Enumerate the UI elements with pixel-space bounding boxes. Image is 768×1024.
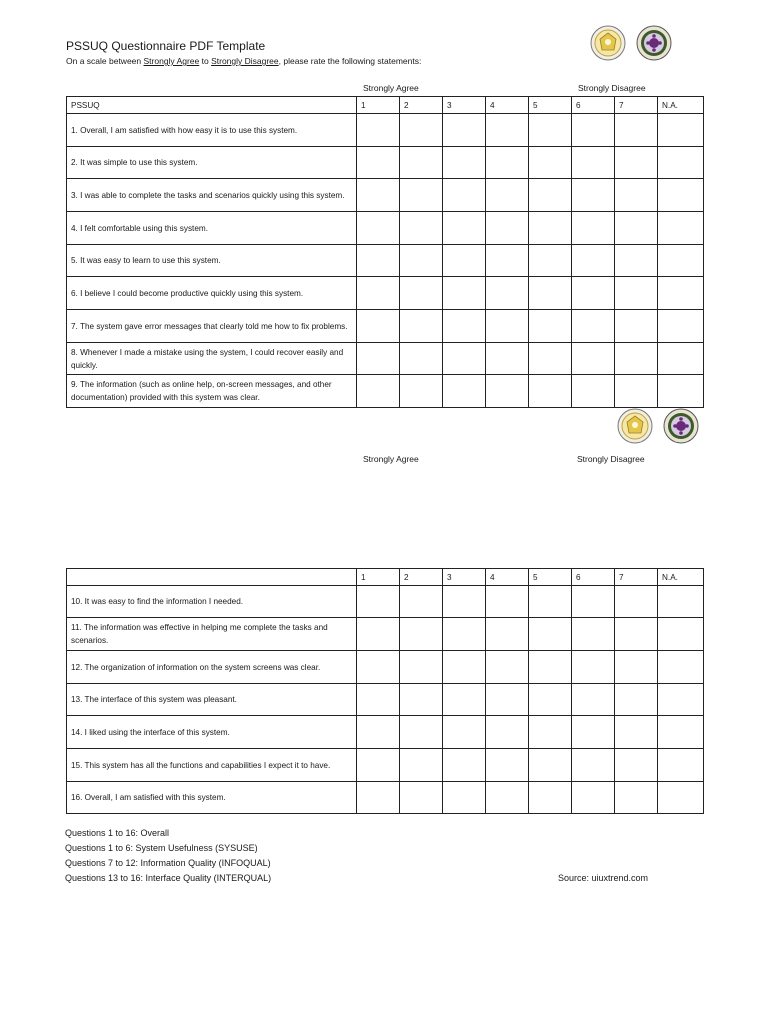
rating-cell[interactable] — [486, 343, 529, 375]
rating-cell[interactable] — [572, 651, 615, 684]
rating-cell[interactable] — [572, 343, 615, 375]
rating-cell[interactable] — [658, 375, 704, 408]
rating-cell[interactable] — [443, 277, 486, 310]
rating-cell[interactable] — [486, 310, 529, 343]
rating-cell[interactable] — [486, 651, 529, 684]
rating-cell[interactable] — [486, 618, 529, 651]
header-cell: 6 — [572, 569, 615, 586]
rating-cell[interactable] — [529, 375, 572, 408]
question-text: 15. This system has all the functions and capabilities I expect it to have. — [67, 749, 357, 782]
header-cell: 7 — [615, 97, 658, 114]
rating-cell[interactable] — [615, 651, 658, 684]
header-cell: 5 — [529, 569, 572, 586]
rating-cell[interactable] — [615, 245, 658, 277]
rating-cell[interactable] — [486, 749, 529, 782]
rating-cell[interactable] — [529, 310, 572, 343]
rating-cell[interactable] — [529, 651, 572, 684]
rating-cell[interactable] — [486, 277, 529, 310]
rating-cell[interactable] — [572, 375, 615, 408]
purple-seal-icon — [663, 408, 699, 444]
rating-cell[interactable] — [357, 114, 400, 147]
rating-cell[interactable] — [529, 586, 572, 618]
header-cell: 3 — [443, 97, 486, 114]
rating-cell[interactable] — [400, 586, 443, 618]
question-text: 16. Overall, I am satisfied with this system. — [67, 782, 357, 814]
question-text: 4. I felt comfortable using this system. — [67, 212, 357, 245]
rating-cell[interactable] — [658, 782, 704, 814]
rating-cell[interactable] — [615, 716, 658, 749]
rating-cell[interactable] — [529, 277, 572, 310]
instructions-suffix: , please rate the following statements: — [278, 56, 422, 66]
instructions-disagree: Strongly Disagree — [211, 56, 279, 66]
rating-cell[interactable] — [400, 245, 443, 277]
rating-cell[interactable] — [443, 245, 486, 277]
rating-cell[interactable] — [400, 716, 443, 749]
question-text: 2. It was simple to use this system. — [67, 147, 357, 179]
rating-cell[interactable] — [615, 618, 658, 651]
questionnaire-table-1 — [66, 96, 704, 408]
rating-cell[interactable] — [400, 375, 443, 408]
rating-cell[interactable] — [486, 716, 529, 749]
question-text: 8. Whenever I made a mistake using the system, I could recover easily and quickly. — [67, 343, 357, 375]
rating-cell[interactable] — [615, 586, 658, 618]
rating-cell[interactable] — [443, 114, 486, 147]
scale-disagree-label: Strongly Disagree — [578, 83, 646, 93]
rating-cell[interactable] — [529, 782, 572, 814]
rating-cell[interactable] — [443, 586, 486, 618]
rating-cell[interactable] — [615, 114, 658, 147]
scale-disagree-label: Strongly Disagree — [577, 454, 645, 464]
rating-cell[interactable] — [357, 684, 400, 716]
question-text: 13. The interface of this system was pleasant. — [67, 684, 357, 716]
rating-cell[interactable] — [529, 114, 572, 147]
header-cell: 2 — [400, 97, 443, 114]
instructions-middle: to — [199, 56, 212, 66]
rating-cell[interactable] — [615, 147, 658, 179]
rating-cell[interactable] — [615, 212, 658, 245]
purple-seal-icon — [636, 25, 672, 61]
rating-cell[interactable] — [357, 212, 400, 245]
rating-cell[interactable] — [357, 586, 400, 618]
rating-cell[interactable] — [400, 310, 443, 343]
question-text: 10. It was easy to find the information I needed. — [67, 586, 357, 618]
table-row — [67, 375, 704, 408]
rating-cell[interactable] — [572, 245, 615, 277]
table-row — [67, 179, 704, 212]
rating-cell[interactable] — [357, 245, 400, 277]
rating-cell[interactable] — [357, 749, 400, 782]
rating-cell[interactable] — [615, 375, 658, 408]
question-text: 12. The organization of information on the system screens was clear. — [67, 651, 357, 684]
table-row — [67, 277, 704, 310]
rating-cell[interactable] — [357, 179, 400, 212]
rating-cell[interactable] — [529, 179, 572, 212]
rating-cell[interactable] — [658, 212, 704, 245]
table-1-body — [67, 114, 704, 408]
header-cell: 1 — [357, 97, 400, 114]
table-row — [67, 782, 704, 814]
rating-cell[interactable] — [658, 651, 704, 684]
rating-cell[interactable] — [572, 782, 615, 814]
rating-cell[interactable] — [443, 375, 486, 408]
table-row — [67, 749, 704, 782]
instructions-prefix: On a scale between — [66, 56, 144, 66]
header-cell: 1 — [357, 569, 400, 586]
table-header-row — [67, 569, 704, 586]
table-row — [67, 114, 704, 147]
questionnaire-table-2 — [66, 568, 704, 814]
rating-cell[interactable] — [572, 147, 615, 179]
rating-cell[interactable] — [658, 277, 704, 310]
question-text: 11. The information was effective in helping me complete the tasks and scenarios. — [67, 618, 357, 651]
rating-cell[interactable] — [529, 749, 572, 782]
rating-cell[interactable] — [615, 179, 658, 212]
instructions — [66, 56, 421, 66]
rating-cell[interactable] — [357, 782, 400, 814]
rating-cell[interactable] — [486, 245, 529, 277]
rating-cell[interactable] — [357, 310, 400, 343]
rating-cell[interactable] — [443, 749, 486, 782]
rating-cell[interactable] — [658, 749, 704, 782]
rating-cell[interactable] — [572, 310, 615, 343]
header-cell: N.A. — [658, 569, 704, 586]
table-2-body — [67, 586, 704, 814]
table-row — [67, 343, 704, 375]
rating-cell[interactable] — [572, 749, 615, 782]
rating-cell[interactable] — [443, 618, 486, 651]
question-text: 9. The information (such as online help, on-screen messages, and other documentation) provided with this system was clear. — [67, 375, 357, 408]
instructions-agree: Strongly Agree — [143, 56, 200, 66]
rating-cell[interactable] — [572, 684, 615, 716]
question-text: 14. I liked using the interface of this system. — [67, 716, 357, 749]
rating-cell[interactable] — [443, 212, 486, 245]
rating-cell[interactable] — [357, 343, 400, 375]
rating-cell[interactable] — [443, 179, 486, 212]
header-cell — [67, 569, 357, 586]
rating-cell[interactable] — [658, 179, 704, 212]
footer-line-interqual: Questions 13 to 16: Interface Quality (INTERQUAL) — [65, 873, 272, 883]
rating-cell[interactable] — [400, 684, 443, 716]
rating-cell[interactable] — [400, 782, 443, 814]
rating-cell[interactable] — [357, 277, 400, 310]
footer-line-sysuse: Questions 1 to 6: System Usefulness (SYSUSE) — [65, 843, 258, 853]
rating-cell[interactable] — [357, 147, 400, 179]
rating-cell[interactable] — [400, 749, 443, 782]
table-row — [67, 716, 704, 749]
rating-cell[interactable] — [400, 277, 443, 310]
header-cell: 2 — [400, 569, 443, 586]
rating-cell[interactable] — [572, 618, 615, 651]
rating-cell[interactable] — [400, 114, 443, 147]
rating-cell[interactable] — [486, 375, 529, 408]
question-text: 5. It was easy to learn to use this system. — [67, 245, 357, 277]
rating-cell[interactable] — [658, 716, 704, 749]
rating-cell[interactable] — [443, 343, 486, 375]
table-row — [67, 212, 704, 245]
rating-cell[interactable] — [658, 147, 704, 179]
rating-cell[interactable] — [615, 749, 658, 782]
rating-cell[interactable] — [572, 212, 615, 245]
rating-cell[interactable] — [443, 716, 486, 749]
rating-cell[interactable] — [529, 245, 572, 277]
header-cell: 7 — [615, 569, 658, 586]
rating-cell[interactable] — [357, 618, 400, 651]
rating-cell[interactable] — [572, 586, 615, 618]
table-row — [67, 310, 704, 343]
rating-cell[interactable] — [658, 114, 704, 147]
header-cell: 4 — [486, 97, 529, 114]
rating-cell[interactable] — [529, 684, 572, 716]
rating-cell[interactable] — [400, 651, 443, 684]
footer-line-overall: Questions 1 to 16: Overall — [65, 828, 170, 838]
rating-cell[interactable] — [400, 618, 443, 651]
rating-cell[interactable] — [400, 147, 443, 179]
rating-cell[interactable] — [357, 375, 400, 408]
header-cell: 5 — [529, 97, 572, 114]
header-cell: 4 — [486, 569, 529, 586]
question-text: 1. Overall, I am satisfied with how easy it is to use this system. — [67, 114, 357, 147]
question-text: 3. I was able to complete the tasks and scenarios quickly using this system. — [67, 179, 357, 212]
rating-cell[interactable] — [658, 618, 704, 651]
rating-cell[interactable] — [658, 245, 704, 277]
question-text: 7. The system gave error messages that clearly told me how to fix problems. — [67, 310, 357, 343]
rating-cell[interactable] — [572, 277, 615, 310]
source-credit: Source: uiuxtrend.com — [558, 873, 649, 883]
table-row — [67, 586, 704, 618]
rating-cell[interactable] — [357, 651, 400, 684]
rating-cell[interactable] — [615, 310, 658, 343]
rating-cell[interactable] — [357, 716, 400, 749]
rating-cell[interactable] — [615, 782, 658, 814]
question-text: 6. I believe I could become productive quickly using this system. — [67, 277, 357, 310]
rating-cell[interactable] — [443, 147, 486, 179]
header-cell: 6 — [572, 97, 615, 114]
rating-cell[interactable] — [486, 212, 529, 245]
rating-cell[interactable] — [615, 684, 658, 716]
rating-cell[interactable] — [400, 212, 443, 245]
table-row — [67, 618, 704, 651]
rating-cell[interactable] — [486, 179, 529, 212]
rating-cell[interactable] — [658, 684, 704, 716]
rating-cell[interactable] — [443, 782, 486, 814]
rating-cell[interactable] — [572, 179, 615, 212]
rating-cell[interactable] — [400, 343, 443, 375]
table-row — [67, 245, 704, 277]
rating-cell[interactable] — [443, 684, 486, 716]
rating-cell[interactable] — [486, 586, 529, 618]
gold-seal-icon — [617, 408, 653, 444]
table-row — [67, 651, 704, 684]
rating-cell[interactable] — [658, 310, 704, 343]
table-header-row — [67, 97, 704, 114]
rating-cell[interactable] — [529, 147, 572, 179]
footer-line-infoqual: Questions 7 to 12: Information Quality (INFOQUAL) — [65, 858, 271, 868]
rating-cell[interactable] — [443, 310, 486, 343]
rating-cell[interactable] — [529, 343, 572, 375]
rating-cell[interactable] — [443, 651, 486, 684]
rating-cell[interactable] — [486, 782, 529, 814]
rating-cell[interactable] — [572, 114, 615, 147]
page-title: PSSUQ Questionnaire PDF Template — [66, 39, 266, 53]
header-cell: N.A. — [658, 97, 704, 114]
header-cell: 3 — [443, 569, 486, 586]
scale-agree-label: Strongly Agree — [363, 83, 419, 93]
rating-cell[interactable] — [658, 343, 704, 375]
scale-agree-label: Strongly Agree — [363, 454, 419, 464]
rating-cell[interactable] — [572, 716, 615, 749]
table-row — [67, 684, 704, 716]
rating-cell[interactable] — [486, 684, 529, 716]
rating-cell[interactable] — [529, 716, 572, 749]
rating-cell[interactable] — [615, 277, 658, 310]
rating-cell[interactable] — [400, 179, 443, 212]
gold-seal-icon — [590, 25, 626, 61]
header-cell: PSSUQ — [67, 97, 357, 114]
rating-cell[interactable] — [529, 618, 572, 651]
rating-cell[interactable] — [529, 212, 572, 245]
rating-cell[interactable] — [658, 586, 704, 618]
rating-cell[interactable] — [486, 147, 529, 179]
table-row — [67, 147, 704, 179]
rating-cell[interactable] — [615, 343, 658, 375]
rating-cell[interactable] — [486, 114, 529, 147]
